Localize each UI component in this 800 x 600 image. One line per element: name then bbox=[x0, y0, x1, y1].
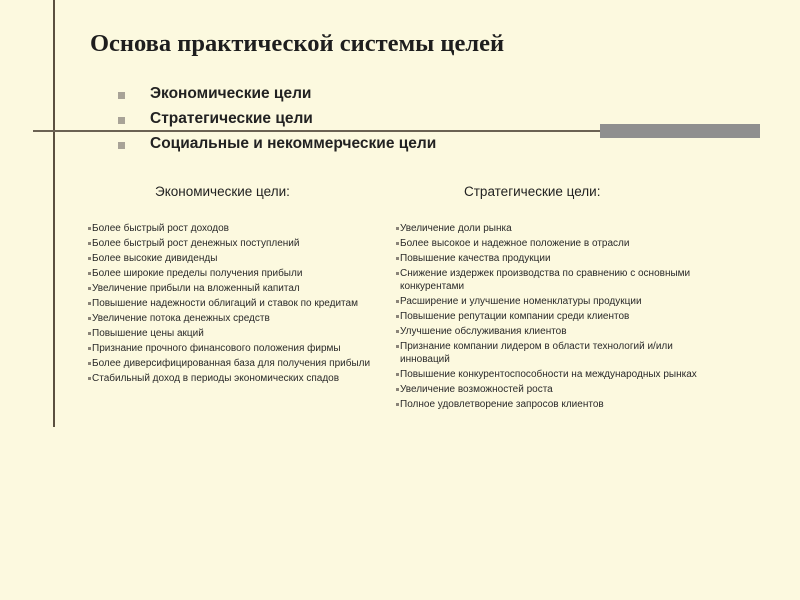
strategic-goals-heading: Стратегические цели: bbox=[464, 184, 601, 199]
goal-item-text: Более быстрый рост доходов bbox=[92, 223, 229, 234]
goal-item-text: Увеличение возможностей роста bbox=[400, 384, 553, 395]
goal-item-text: Более высокое и надежное положение в отрасли bbox=[400, 238, 630, 249]
small-square-bullet-icon bbox=[396, 403, 399, 406]
small-square-bullet-icon bbox=[396, 330, 399, 333]
goal-item-text: Полное удовлетворение запросов клиентов bbox=[400, 399, 604, 410]
goal-item-text: Более быстрый рост денежных поступлений bbox=[92, 238, 300, 249]
goal-list-item bbox=[88, 267, 378, 280]
goal-item-text: Стабильный доход в периоды экономических спадов bbox=[92, 373, 340, 384]
goal-list-item bbox=[396, 383, 706, 396]
small-square-bullet-icon bbox=[396, 300, 399, 303]
slide-title: Основа практической системы целей bbox=[90, 30, 505, 57]
small-square-bullet-icon bbox=[88, 362, 91, 365]
goal-list-item bbox=[396, 222, 706, 235]
small-square-bullet-icon bbox=[396, 373, 399, 376]
goal-list-item bbox=[88, 312, 378, 325]
goal-list-item bbox=[88, 222, 378, 235]
small-square-bullet-icon bbox=[88, 377, 91, 380]
strategic-goals-list bbox=[396, 222, 706, 413]
square-bullet-icon bbox=[118, 117, 125, 124]
goal-item-text: Повышение репутации компании среди клиентов bbox=[400, 311, 630, 322]
goal-item-text: Повышение надежности облигаций и ставок по кредитам bbox=[92, 298, 358, 309]
small-square-bullet-icon bbox=[88, 302, 91, 305]
small-square-bullet-icon bbox=[396, 272, 399, 275]
small-square-bullet-icon bbox=[396, 242, 399, 245]
goal-item-text: Признание прочного финансового положения фирмы bbox=[92, 343, 341, 354]
square-bullet-icon bbox=[118, 92, 125, 99]
goal-list-item bbox=[396, 310, 706, 323]
goal-list-item bbox=[396, 325, 706, 338]
economic-goals-heading: Экономические цели: bbox=[155, 184, 290, 199]
small-square-bullet-icon bbox=[88, 227, 91, 230]
main-bullet-label: Стратегические цели bbox=[150, 110, 313, 127]
goal-list-item bbox=[396, 368, 706, 381]
goal-list-item bbox=[88, 372, 378, 385]
goal-list-item bbox=[396, 252, 706, 265]
goal-item-text: Более широкие пределы получения прибыли bbox=[92, 268, 303, 279]
goal-list-item bbox=[396, 295, 706, 308]
goal-item-text: Увеличение прибыли на вложенный капитал bbox=[92, 283, 300, 294]
small-square-bullet-icon bbox=[88, 287, 91, 290]
small-square-bullet-icon bbox=[88, 347, 91, 350]
small-square-bullet-icon bbox=[88, 272, 91, 275]
goal-item-text: Снижение издержек производства по сравнению с основными конкурентами bbox=[400, 268, 691, 292]
goal-item-text: Более высокие дивиденды bbox=[92, 253, 218, 264]
goal-list-item bbox=[88, 237, 378, 250]
small-square-bullet-icon bbox=[396, 257, 399, 260]
goal-list-item bbox=[396, 398, 706, 411]
small-square-bullet-icon bbox=[396, 388, 399, 391]
goal-list-item bbox=[88, 357, 378, 370]
small-square-bullet-icon bbox=[88, 257, 91, 260]
goal-item-text: Расширение и улучшение номенклатуры продукции bbox=[400, 296, 642, 307]
goal-list-item bbox=[88, 342, 378, 355]
goal-list-item bbox=[88, 252, 378, 265]
main-bullet-label: Социальные и некоммерческие цели bbox=[150, 135, 437, 152]
goal-list-item bbox=[88, 297, 378, 310]
small-square-bullet-icon bbox=[88, 317, 91, 320]
goal-list-item bbox=[396, 267, 706, 293]
goal-list-item bbox=[88, 327, 378, 340]
left-vertical-rule bbox=[53, 0, 55, 427]
goal-item-text: Увеличение потока денежных средств bbox=[92, 313, 270, 324]
small-square-bullet-icon bbox=[396, 315, 399, 318]
goal-item-text: Повышение цены акций bbox=[92, 328, 204, 339]
goal-list-item bbox=[396, 237, 706, 250]
main-bullet-label: Экономические цели bbox=[150, 85, 312, 102]
goal-item-text: Увеличение доли рынка bbox=[400, 223, 512, 234]
accent-bar bbox=[600, 124, 760, 138]
small-square-bullet-icon bbox=[88, 332, 91, 335]
goal-item-text: Повышение конкурентоспособности на международных рынках bbox=[400, 369, 697, 380]
horizontal-rule bbox=[33, 130, 600, 132]
small-square-bullet-icon bbox=[396, 345, 399, 348]
goal-list-item bbox=[396, 340, 706, 366]
goal-item-text: Повышение качества продукции bbox=[400, 253, 551, 264]
economic-goals-list bbox=[88, 222, 378, 387]
goal-item-text: Более диверсифицированная база для получения прибыли bbox=[92, 358, 371, 369]
goal-item-text: Улучшение обслуживания клиентов bbox=[400, 326, 567, 337]
square-bullet-icon bbox=[118, 142, 125, 149]
goal-item-text: Признание компании лидером в области технологий и/или инноваций bbox=[400, 341, 673, 365]
goal-list-item bbox=[88, 282, 378, 295]
small-square-bullet-icon bbox=[88, 242, 91, 245]
small-square-bullet-icon bbox=[396, 227, 399, 230]
